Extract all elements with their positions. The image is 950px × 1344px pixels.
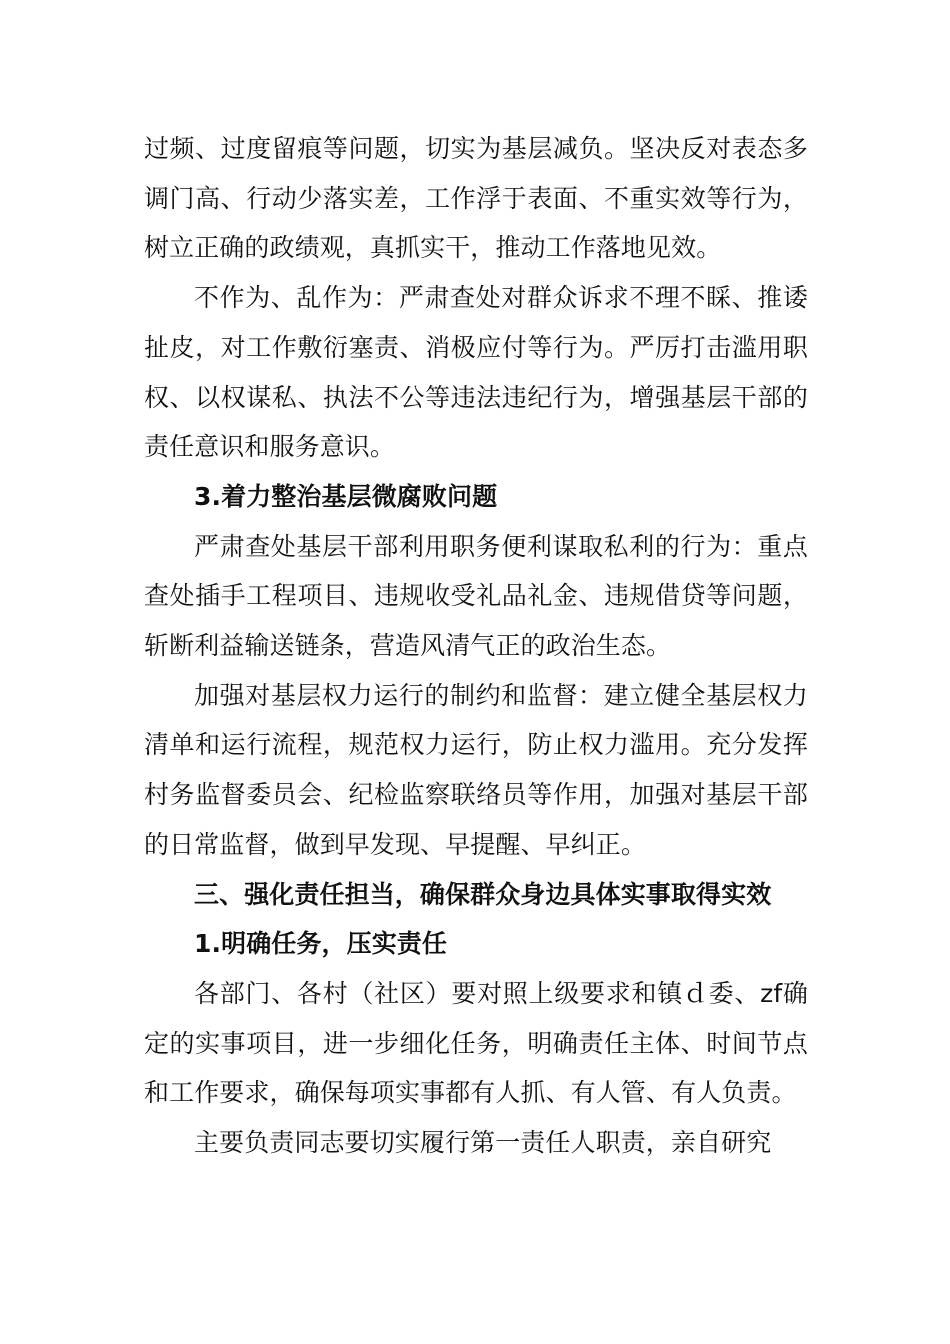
paragraph-1: 过频、过度留痕等问题，切实为基层减负。坚决反对表态多调门高、行动少落实差，工作浮于表面、不重实效等行为，树立正确的政绩观，真抓实干，推动工作落地见效。 — [144, 134, 808, 263]
section-heading-3: 3.着力整治基层微腐败问题 — [194, 481, 498, 511]
paragraph-8: 各部门、各村（社区）要对照上级要求和镇ｄ委、zf确定的实事项目，进一步细化任务，明确责任主体、时间节点和工作要求，确保每项实事都有人抓、有人管、有人负责。 — [144, 978, 808, 1108]
paragraph-2: 不作为、乱作为：严肃查处对群众诉求不理不睬、推诿扯皮，对工作敷衍塞责、消极应付等行为。严厉打击滥用职权、以权谋私、执法不公等违法违纪行为，增强基层干部的责任意识和服务意识。 — [144, 283, 808, 462]
chapter-heading-3: 三、强化责任担当，确保群众身边具体实事取得实效 — [194, 879, 772, 909]
paragraph-9: 主要负责同志要切实履行第一责任人职责，亲自研究 — [194, 1128, 772, 1158]
document-body — [144, 124, 808, 1168]
paragraph-5: 加强对基层权力运行的制约和监督：建立健全基层权力清单和运行流程，规范权力运行，防止权力滥用。充分发挥村务监督委员会、纪检监察联络员等作用，加强对基层干部的日常监督，做到早发现、早提醒、早纠正。 — [144, 680, 808, 859]
section-heading-1: 1.明确任务，压实责任 — [194, 929, 447, 959]
paragraph-4: 严肃查处基层干部利用职务便利谋取私利的行为：重点查处插手工程项目、违规收受礼品礼金、违规借贷等问题，斩断利益输送链条，营造风清气正的政治生态。 — [144, 531, 808, 661]
